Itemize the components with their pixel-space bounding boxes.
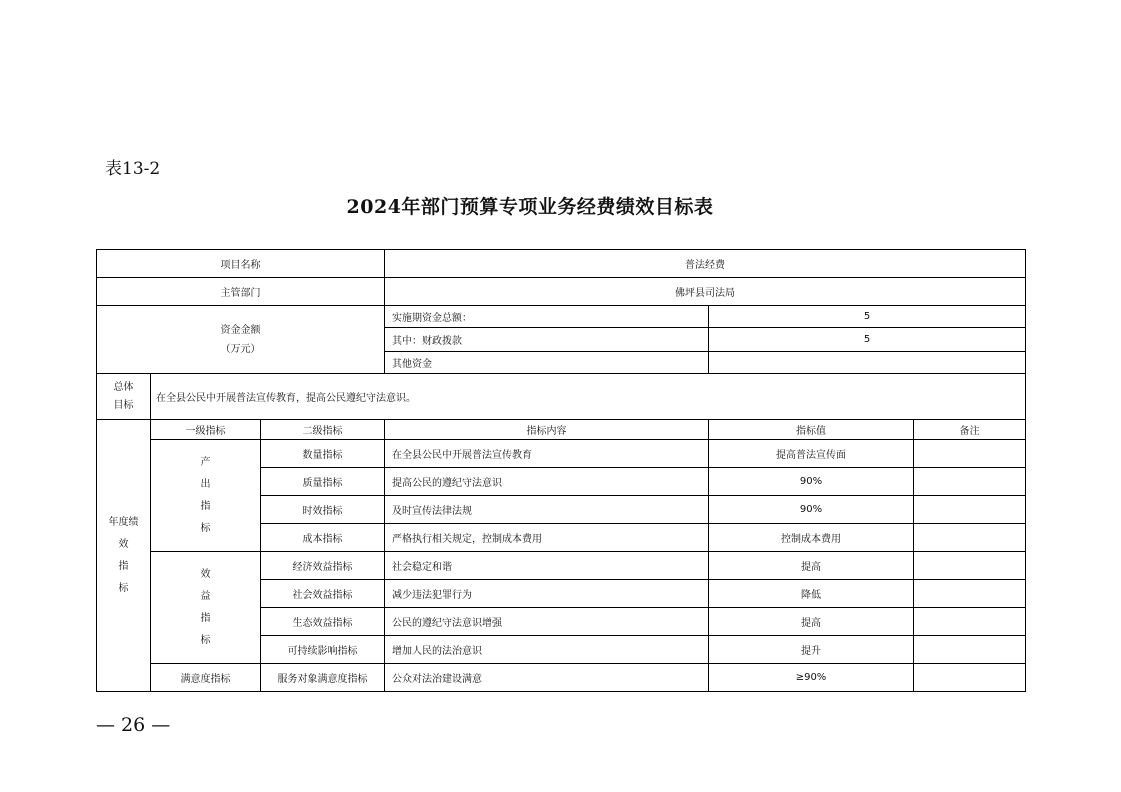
header-level1: 一级指标: [151, 420, 261, 440]
project-name-value: 普法经费: [385, 250, 1026, 278]
satisfaction-content: 公众对法治建设满意: [385, 664, 709, 692]
indicator-content: 提高公民的遵纪守法意识: [385, 468, 709, 496]
indicator-content: 社会稳定和谐: [385, 552, 709, 580]
satisfaction-row: [97, 664, 1026, 692]
indicator-note: [914, 580, 1026, 608]
header-level2: 二级指标: [261, 420, 385, 440]
overall-target-label: [97, 374, 151, 420]
performance-target-table: [96, 249, 1026, 692]
indicator-content: 在全县公民中开展普法宣传教育: [385, 440, 709, 468]
satisfaction-value: ≥90%: [709, 664, 914, 692]
indicator-value: 提高: [709, 552, 914, 580]
indicator-row: [97, 440, 1026, 468]
overall-target-row: [97, 374, 1026, 420]
indicator-note: [914, 440, 1026, 468]
output-indicator-group: [151, 440, 261, 552]
indicator-note: [914, 524, 1026, 552]
group-char: 标: [200, 634, 211, 646]
indicator-level2: 经济效益指标: [261, 552, 385, 580]
indicator-note: [914, 468, 1026, 496]
indicator-note: [914, 636, 1026, 664]
group-char: 指: [200, 500, 211, 512]
annual-indicator-label: [97, 420, 151, 692]
indicator-level2: 数量指标: [261, 440, 385, 468]
indicator-level2: 成本指标: [261, 524, 385, 552]
indicator-level2: 社会效益指标: [261, 580, 385, 608]
funds-label: 资金金额: [220, 324, 261, 336]
funds-other-value: [709, 352, 1026, 374]
funds-total-value: 5: [709, 306, 1026, 328]
satisfaction-level1: 满意度指标: [151, 664, 261, 692]
funds-row: [97, 306, 1026, 328]
project-name-label: 项目名称: [97, 250, 385, 278]
funds-other-label: 其他资金: [385, 352, 709, 374]
department-value: 佛坪县司法局: [385, 278, 1026, 306]
indicator-note: [914, 552, 1026, 580]
table-number: 表13-2: [105, 159, 161, 179]
header-value: 指标值: [709, 420, 914, 440]
group-char: 益: [200, 590, 211, 602]
annual-label-line: 标: [118, 582, 129, 594]
indicator-level2: 可持续影响指标: [261, 636, 385, 664]
indicator-content: 减少违法犯罪行为: [385, 580, 709, 608]
funds-unit: （万元）: [220, 343, 261, 355]
indicator-value: 提高普法宣传面: [709, 440, 914, 468]
indicator-level2: 生态效益指标: [261, 608, 385, 636]
indicator-level2: 时效指标: [261, 496, 385, 524]
indicator-content: 公民的遵纪守法意识增强: [385, 608, 709, 636]
group-char: 出: [200, 478, 211, 490]
indicator-note: [914, 496, 1026, 524]
indicator-value: 降低: [709, 580, 914, 608]
group-char: 标: [200, 522, 211, 534]
overall-target-text: 在全县公民中开展普法宣传教育，提高公民遵纪守法意识。: [151, 374, 1026, 420]
satisfaction-level2: 服务对象满意度指标: [261, 664, 385, 692]
overall-label-line2: 目标: [113, 399, 134, 411]
document-title: 2024年部门预算专项业务经费绩效目标表: [346, 196, 714, 218]
indicator-content: 增加人民的法治意识: [385, 636, 709, 664]
annual-label-line: 效: [118, 538, 129, 550]
indicator-value: 提高: [709, 608, 914, 636]
indicator-value: 90%: [709, 468, 914, 496]
indicator-note: [914, 608, 1026, 636]
group-char: 指: [200, 612, 211, 624]
page-number: — 26 —: [96, 714, 171, 736]
indicator-value: 提升: [709, 636, 914, 664]
indicator-row: [97, 552, 1026, 580]
indicator-level2: 质量指标: [261, 468, 385, 496]
benefit-indicator-group: [151, 552, 261, 664]
header-note: 备注: [914, 420, 1026, 440]
indicator-content: 严格执行相关规定，控制成本费用: [385, 524, 709, 552]
project-row: [97, 250, 1026, 278]
funds-total-label: 实施期资金总额：: [385, 306, 709, 328]
annual-label-line: 指: [118, 560, 129, 572]
annual-label-line: 年度绩: [108, 516, 139, 528]
overall-label-line1: 总体: [113, 381, 134, 393]
department-label: 主管部门: [97, 278, 385, 306]
satisfaction-note: [914, 664, 1026, 692]
funds-fiscal-label: 其中：财政拨款: [385, 328, 709, 352]
group-char: 效: [200, 568, 211, 580]
indicator-content: 及时宣传法律法规: [385, 496, 709, 524]
funds-fiscal-value: 5: [709, 328, 1026, 352]
indicator-value: 控制成本费用: [709, 524, 914, 552]
indicator-value: 90%: [709, 496, 914, 524]
indicator-header-row: [97, 420, 1026, 440]
department-row: [97, 278, 1026, 306]
header-content: 指标内容: [385, 420, 709, 440]
funds-label-cell: [97, 306, 385, 374]
group-char: 产: [200, 456, 211, 468]
